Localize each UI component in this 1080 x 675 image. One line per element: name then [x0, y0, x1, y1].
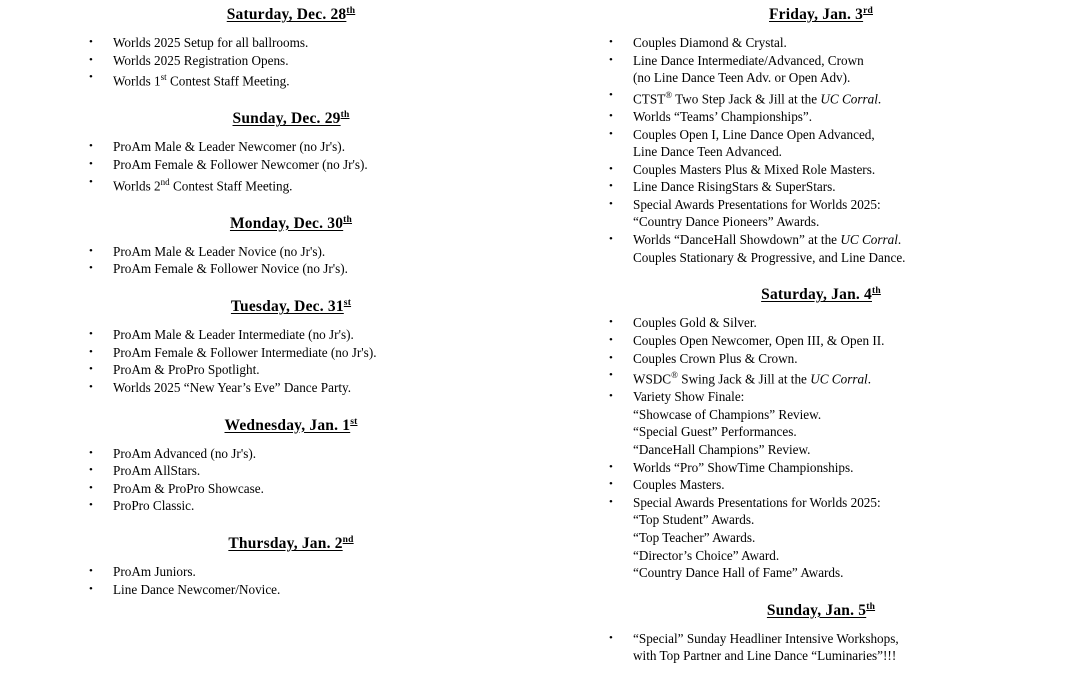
bullet-icon: • — [89, 582, 93, 595]
list-item-line: Worlds “DanceHall Showdown” at the UC Corral. — [633, 232, 902, 248]
list-item — [60, 34, 522, 52]
bullet-icon: • — [609, 88, 613, 101]
bullet-icon: • — [89, 158, 93, 171]
list-item-line: “Special” Sunday Headliner Intensive Workshops, — [633, 630, 899, 646]
spacer — [60, 130, 522, 138]
day-heading-text: Saturday, Dec. 28 — [226, 6, 347, 24]
bullet-icon: • — [609, 233, 613, 246]
bullet-icon: • — [89, 565, 93, 578]
list-item — [60, 52, 522, 70]
day-heading-text: Saturday, Jan. 4 — [761, 286, 872, 304]
day-heading — [580, 6, 1062, 24]
list-item — [580, 388, 1062, 458]
list-item — [580, 52, 1062, 87]
bullet-icon: • — [609, 180, 613, 193]
day-heading-ordinal: th — [866, 601, 876, 612]
list-item — [60, 69, 522, 90]
bullet-icon: • — [89, 53, 93, 66]
bullet-icon: • — [609, 631, 613, 644]
bullet-icon: • — [89, 244, 93, 257]
ordinal-suffix: nd — [160, 176, 170, 187]
day-item-list — [60, 138, 522, 194]
list-item-line: Couples Open I, Line Dance Open Advanced, — [633, 126, 875, 142]
bullet-icon: • — [89, 36, 93, 49]
list-item-line: CTST® Two Step Jack & Jill at the UC Corral. — [633, 89, 882, 107]
day-block-monday-dec-30 — [60, 215, 522, 278]
list-item — [60, 480, 522, 498]
day-item-list — [580, 34, 1062, 266]
spacer — [60, 235, 522, 243]
bullet-icon: • — [609, 369, 613, 382]
day-heading-text: Friday, Jan. 3 — [769, 6, 864, 24]
day-item-list — [580, 314, 1062, 581]
bullet-icon: • — [89, 446, 93, 459]
day-heading-ordinal: rd — [863, 6, 873, 16]
day-heading — [60, 417, 522, 435]
list-item — [60, 138, 522, 156]
day-heading — [60, 6, 522, 24]
bullet-icon: • — [609, 334, 613, 347]
list-item-line: Couples Masters Plus & Mixed Role Masters. — [633, 161, 876, 177]
list-item-line: “Country Dance Hall of Fame” Awards. — [633, 565, 844, 581]
list-item — [580, 494, 1062, 582]
ordinal-suffix: st — [160, 72, 167, 83]
list-item-line: Worlds 2025 Setup for all ballrooms. — [113, 35, 309, 51]
bullet-icon: • — [89, 481, 93, 494]
day-block-sunday-jan-5 — [580, 602, 1062, 665]
list-item — [580, 87, 1062, 108]
list-item-line: ProAm Female & Follower Intermediate (no Jr's). — [113, 344, 377, 360]
list-item-line: ProAm AllStars. — [113, 463, 201, 479]
venue-name: UC Corral — [810, 371, 868, 387]
spacer — [60, 437, 522, 445]
list-item — [580, 459, 1062, 477]
right-column — [540, 0, 1080, 675]
bullet-icon: • — [609, 390, 613, 403]
list-item — [60, 243, 522, 261]
list-item — [580, 231, 1062, 266]
list-item-line: “Top Student” Awards. — [633, 512, 755, 528]
spacer — [60, 555, 522, 563]
day-item-list — [60, 34, 522, 90]
list-item-line: Special Awards Presentations for Worlds 2025: — [633, 494, 881, 510]
list-item-line: Line Dance Intermediate/Advanced, Crown — [633, 52, 864, 68]
list-item — [580, 108, 1062, 126]
bullet-icon: • — [89, 380, 93, 393]
list-item-line: Worlds “Teams’ Championships”. — [633, 108, 813, 124]
list-item — [60, 344, 522, 362]
day-heading-text: Monday, Dec. 30 — [229, 214, 344, 232]
list-item — [580, 126, 1062, 161]
bullet-icon: • — [609, 478, 613, 491]
day-heading-text: Thursday, Jan. 2 — [228, 535, 343, 553]
bullet-icon: • — [609, 197, 613, 210]
day-item-list — [60, 445, 522, 515]
spacer — [580, 26, 1062, 34]
list-item — [580, 476, 1062, 494]
list-item-line: ProAm & ProPro Spotlight. — [113, 362, 260, 378]
list-item — [60, 581, 522, 599]
spacer — [580, 306, 1062, 314]
list-item-line: ProAm Female & Follower Newcomer (no Jr's). — [113, 157, 368, 173]
list-item — [60, 174, 522, 195]
list-item-line: Line Dance Newcomer/Novice. — [113, 581, 281, 597]
spacer — [60, 521, 522, 535]
bullet-icon: • — [89, 363, 93, 376]
registered-mark: ® — [671, 370, 678, 381]
bullet-icon: • — [609, 351, 613, 364]
day-item-list — [60, 326, 522, 396]
list-item — [60, 361, 522, 379]
bullet-icon: • — [89, 345, 93, 358]
bullet-icon: • — [609, 316, 613, 329]
day-block-sunday-dec-29 — [60, 110, 522, 194]
list-item — [60, 497, 522, 515]
list-item-line: Variety Show Finale: — [633, 389, 745, 405]
day-heading-ordinal: st — [343, 298, 352, 308]
list-item — [580, 367, 1062, 388]
spacer — [580, 272, 1062, 286]
spacer — [60, 26, 522, 34]
day-item-list — [60, 243, 522, 278]
list-item-line: Couples Crown Plus & Crown. — [633, 350, 798, 366]
list-item-line: ProAm Male & Leader Intermediate (no Jr's). — [113, 327, 354, 343]
bullet-icon: • — [609, 53, 613, 66]
list-item — [580, 332, 1062, 350]
bullet-icon: • — [89, 140, 93, 153]
spacer — [60, 201, 522, 215]
day-heading — [60, 110, 522, 128]
spacer — [60, 403, 522, 417]
list-item — [60, 379, 522, 397]
list-item-line: ProPro Classic. — [113, 498, 195, 514]
list-item-line: Worlds 2025 “New Year’s Eve” Dance Party. — [113, 379, 352, 395]
day-block-saturday-dec-28 — [60, 6, 522, 90]
day-heading — [60, 215, 522, 233]
bullet-icon: • — [609, 36, 613, 49]
list-item-line: Line Dance RisingStars & SuperStars. — [633, 179, 836, 195]
bullet-icon: • — [609, 460, 613, 473]
venue-name: UC Corral — [840, 232, 898, 248]
list-item — [580, 34, 1062, 52]
list-item — [60, 260, 522, 278]
list-item-line: ProAm Male & Leader Novice (no Jr's). — [113, 243, 326, 259]
day-heading-ordinal: th — [872, 286, 881, 297]
day-block-thursday-jan-2 — [60, 535, 522, 598]
list-item-line: “Top Teacher” Awards. — [633, 529, 756, 545]
list-item — [60, 445, 522, 463]
day-block-wednesday-jan-1 — [60, 417, 522, 516]
list-item — [580, 350, 1062, 368]
day-heading — [60, 535, 522, 553]
list-item-line: Couples Open Newcomer, Open III, & Open II. — [633, 333, 885, 349]
day-heading-text: Sunday, Jan. 5 — [766, 601, 867, 619]
list-item — [60, 326, 522, 344]
day-block-tuesday-dec-31 — [60, 298, 522, 397]
venue-name: UC Corral — [820, 91, 878, 107]
list-item-line: (no Line Dance Teen Adv. or Open Adv). — [633, 70, 851, 86]
list-item-line: Couples Gold & Silver. — [633, 315, 757, 331]
bullet-icon: • — [609, 495, 613, 508]
spacer — [60, 96, 522, 110]
list-item-line: “DanceHall Champions” Review. — [633, 441, 811, 457]
registered-mark: ® — [665, 89, 673, 100]
list-item — [580, 630, 1062, 665]
list-item-line: ProAm & ProPro Showcase. — [113, 480, 264, 496]
list-item-line: Worlds 2nd Contest Staff Meeting. — [113, 176, 293, 194]
list-item — [580, 314, 1062, 332]
day-heading-ordinal: th — [340, 110, 350, 121]
day-heading — [580, 602, 1062, 620]
bullet-icon: • — [609, 127, 613, 140]
list-item-line: “Country Dance Pioneers” Awards. — [633, 214, 820, 230]
list-item — [60, 156, 522, 174]
list-item-line: Worlds 2025 Registration Opens. — [113, 52, 289, 68]
bullet-icon: • — [89, 499, 93, 512]
list-item-line: “Showcase of Champions” Review. — [633, 406, 822, 422]
list-item-line: “Special Guest” Performances. — [633, 424, 797, 440]
list-item-line: Line Dance Teen Advanced. — [633, 144, 782, 160]
list-item-line: “Director’s Choice” Award. — [633, 547, 780, 563]
bullet-icon: • — [89, 262, 93, 275]
list-item-line: ProAm Male & Leader Newcomer (no Jr's). — [113, 139, 345, 155]
list-item-line: with Top Partner and Line Dance “Luminaries”!!! — [633, 648, 897, 664]
bullet-icon: • — [609, 109, 613, 122]
day-heading-text: Sunday, Dec. 29 — [232, 110, 341, 128]
day-item-list — [580, 630, 1062, 665]
day-block-friday-jan-3 — [580, 6, 1062, 266]
list-item-line: ProAm Female & Follower Novice (no Jr's). — [113, 261, 348, 277]
day-item-list — [60, 563, 522, 598]
list-item-line: Worlds “Pro” ShowTime Championships. — [633, 459, 854, 475]
list-item-line: ProAm Advanced (no Jr's). — [113, 445, 257, 461]
day-heading-text: Tuesday, Dec. 31 — [230, 298, 344, 316]
list-item-line: Worlds 1st Contest Staff Meeting. — [113, 72, 290, 89]
day-heading-ordinal: th — [346, 6, 356, 16]
list-item-line: Special Awards Presentations for Worlds 2025: — [633, 196, 881, 212]
bullet-icon: • — [89, 71, 93, 84]
day-heading-ordinal: st — [350, 416, 358, 427]
list-item — [580, 161, 1062, 179]
list-item — [580, 196, 1062, 231]
day-heading-ordinal: nd — [342, 535, 354, 546]
spacer — [60, 318, 522, 326]
bullet-icon: • — [89, 175, 93, 188]
day-heading — [580, 286, 1062, 304]
list-item-line: ProAm Juniors. — [113, 564, 196, 580]
day-heading — [60, 298, 522, 316]
bullet-icon: • — [89, 464, 93, 477]
day-heading-ordinal: th — [343, 214, 353, 225]
list-item — [580, 178, 1062, 196]
day-block-saturday-jan-4 — [580, 286, 1062, 581]
day-heading-text: Wednesday, Jan. 1 — [224, 416, 351, 434]
spacer — [580, 588, 1062, 602]
list-item — [60, 563, 522, 581]
list-item — [60, 462, 522, 480]
list-item-line: Couples Stationary & Progressive, and Line Dance. — [633, 249, 906, 265]
list-item-line: Couples Diamond & Crystal. — [633, 35, 787, 51]
bullet-icon: • — [89, 328, 93, 341]
list-item-line: Couples Masters. — [633, 477, 725, 493]
bullet-icon: • — [609, 162, 613, 175]
spacer — [580, 622, 1062, 630]
spacer — [60, 284, 522, 298]
list-item-line: WSDC® Swing Jack & Jill at the UC Corral. — [633, 370, 872, 387]
